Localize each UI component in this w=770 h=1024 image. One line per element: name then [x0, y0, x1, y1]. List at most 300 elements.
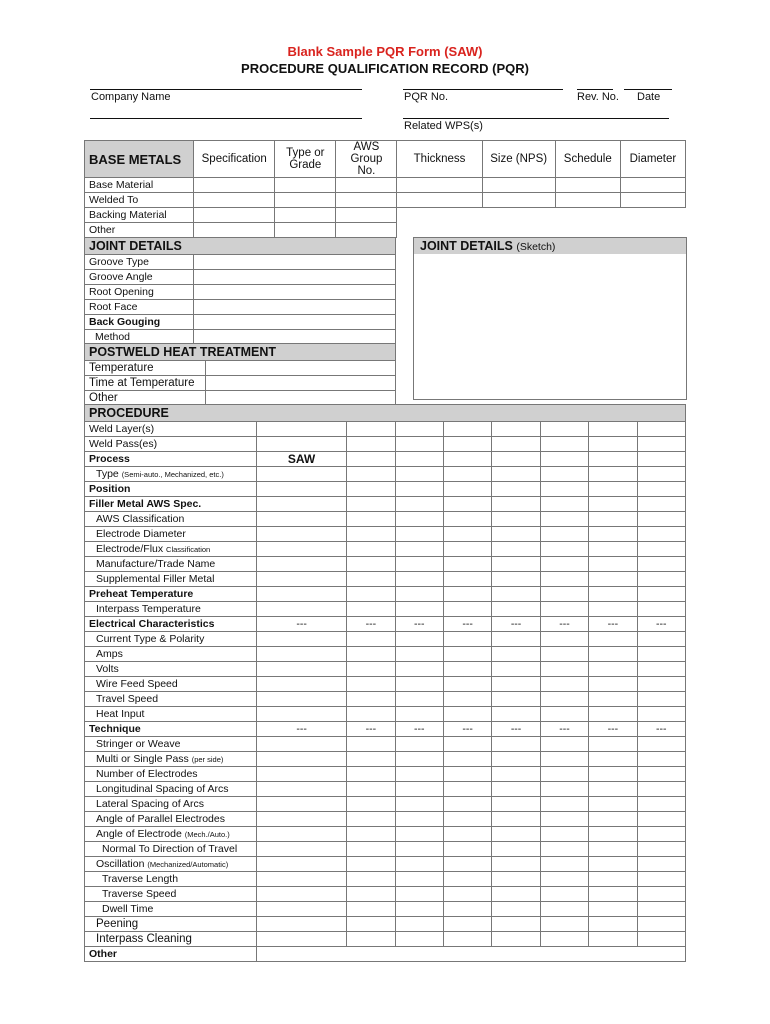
- table-cell[interactable]: [443, 842, 491, 857]
- table-cell[interactable]: [257, 467, 347, 482]
- table-cell[interactable]: [540, 842, 588, 857]
- table-cell[interactable]: [637, 437, 685, 452]
- table-cell[interactable]: [540, 482, 588, 497]
- table-cell[interactable]: [395, 557, 443, 572]
- table-cell[interactable]: [540, 557, 588, 572]
- table-cell[interactable]: [637, 497, 685, 512]
- table-cell[interactable]: [443, 467, 491, 482]
- table-cell[interactable]: [482, 193, 555, 208]
- table-cell[interactable]: [257, 497, 347, 512]
- table-cell[interactable]: [637, 647, 685, 662]
- table-cell[interactable]: [443, 512, 491, 527]
- table-cell[interactable]: [637, 827, 685, 842]
- table-cell[interactable]: [482, 178, 555, 193]
- table-cell[interactable]: [637, 932, 685, 947]
- table-cell[interactable]: [347, 707, 395, 722]
- table-cell[interactable]: [347, 467, 395, 482]
- table-cell[interactable]: [443, 902, 491, 917]
- table-cell[interactable]: [637, 422, 685, 437]
- table-cell[interactable]: [492, 557, 540, 572]
- table-cell[interactable]: [540, 512, 588, 527]
- table-cell[interactable]: [257, 752, 347, 767]
- table-cell[interactable]: [395, 662, 443, 677]
- table-cell[interactable]: [206, 361, 396, 376]
- table-cell[interactable]: [347, 917, 395, 932]
- table-cell[interactable]: [347, 932, 395, 947]
- table-cell[interactable]: [257, 707, 347, 722]
- table-cell[interactable]: [492, 857, 540, 872]
- table-cell[interactable]: [637, 482, 685, 497]
- table-cell[interactable]: [395, 782, 443, 797]
- table-cell[interactable]: [589, 707, 637, 722]
- table-cell[interactable]: [347, 452, 395, 467]
- table-cell[interactable]: [492, 482, 540, 497]
- table-cell[interactable]: [395, 527, 443, 542]
- table-cell[interactable]: [540, 632, 588, 647]
- table-cell[interactable]: [443, 437, 491, 452]
- table-cell[interactable]: [257, 587, 347, 602]
- pqr-no-line[interactable]: [403, 89, 563, 90]
- table-cell[interactable]: [395, 707, 443, 722]
- table-cell[interactable]: [257, 812, 347, 827]
- table-cell[interactable]: [257, 662, 347, 677]
- table-cell[interactable]: [589, 662, 637, 677]
- table-cell[interactable]: [589, 512, 637, 527]
- table-cell[interactable]: [395, 497, 443, 512]
- table-cell[interactable]: [443, 602, 491, 617]
- table-cell[interactable]: [589, 482, 637, 497]
- table-cell[interactable]: [492, 707, 540, 722]
- table-cell[interactable]: [492, 497, 540, 512]
- table-cell[interactable]: [589, 812, 637, 827]
- table-cell[interactable]: [347, 587, 395, 602]
- table-cell[interactable]: [492, 797, 540, 812]
- table-cell[interactable]: [347, 737, 395, 752]
- table-cell[interactable]: [443, 737, 491, 752]
- table-cell[interactable]: [637, 527, 685, 542]
- table-cell[interactable]: [443, 557, 491, 572]
- table-cell[interactable]: [589, 782, 637, 797]
- table-cell[interactable]: [540, 767, 588, 782]
- table-cell[interactable]: [336, 208, 397, 223]
- table-cell[interactable]: [194, 208, 275, 223]
- table-cell[interactable]: [492, 467, 540, 482]
- table-cell[interactable]: [347, 752, 395, 767]
- table-cell[interactable]: [492, 437, 540, 452]
- table-cell[interactable]: [443, 497, 491, 512]
- table-cell[interactable]: [589, 452, 637, 467]
- table-cell[interactable]: [589, 557, 637, 572]
- table-cell[interactable]: [443, 812, 491, 827]
- table-cell[interactable]: [589, 527, 637, 542]
- table-cell[interactable]: [347, 647, 395, 662]
- table-cell[interactable]: [540, 527, 588, 542]
- table-cell[interactable]: [492, 572, 540, 587]
- table-cell[interactable]: [257, 827, 347, 842]
- table-cell[interactable]: [443, 827, 491, 842]
- table-cell[interactable]: [637, 797, 685, 812]
- table-cell[interactable]: [589, 632, 637, 647]
- table-cell[interactable]: [443, 587, 491, 602]
- table-cell[interactable]: [637, 542, 685, 557]
- table-cell[interactable]: [540, 677, 588, 692]
- table-cell[interactable]: [492, 902, 540, 917]
- table-cell[interactable]: [443, 917, 491, 932]
- table-cell[interactable]: [637, 632, 685, 647]
- table-cell[interactable]: [492, 662, 540, 677]
- table-cell[interactable]: [540, 707, 588, 722]
- table-cell[interactable]: [443, 647, 491, 662]
- table-cell[interactable]: [194, 270, 396, 285]
- table-cell[interactable]: [257, 797, 347, 812]
- table-cell[interactable]: [395, 587, 443, 602]
- table-cell[interactable]: [257, 887, 347, 902]
- table-cell[interactable]: [589, 422, 637, 437]
- table-cell[interactable]: [540, 827, 588, 842]
- table-cell[interactable]: [443, 932, 491, 947]
- table-cell[interactable]: [347, 677, 395, 692]
- table-cell[interactable]: [492, 932, 540, 947]
- table-cell[interactable]: [194, 193, 275, 208]
- table-cell[interactable]: [443, 452, 491, 467]
- table-cell[interactable]: [257, 632, 347, 647]
- table-cell[interactable]: [637, 707, 685, 722]
- table-cell[interactable]: [395, 917, 443, 932]
- table-cell[interactable]: [257, 422, 347, 437]
- table-cell[interactable]: [492, 422, 540, 437]
- table-cell[interactable]: [395, 452, 443, 467]
- table-cell[interactable]: [492, 917, 540, 932]
- table-cell[interactable]: [347, 572, 395, 587]
- table-cell[interactable]: [492, 452, 540, 467]
- table-cell[interactable]: [395, 482, 443, 497]
- table-cell[interactable]: [492, 512, 540, 527]
- table-cell[interactable]: [443, 872, 491, 887]
- table-cell[interactable]: [395, 467, 443, 482]
- table-cell[interactable]: [395, 827, 443, 842]
- table-cell[interactable]: [275, 208, 336, 223]
- table-cell[interactable]: [443, 857, 491, 872]
- table-cell[interactable]: [443, 422, 491, 437]
- table-cell[interactable]: [395, 872, 443, 887]
- table-cell[interactable]: [540, 917, 588, 932]
- table-cell[interactable]: [540, 572, 588, 587]
- table-cell[interactable]: [492, 752, 540, 767]
- table-cell[interactable]: [492, 677, 540, 692]
- table-cell[interactable]: [347, 797, 395, 812]
- table-cell[interactable]: [395, 797, 443, 812]
- table-cell[interactable]: [620, 193, 685, 208]
- table-cell[interactable]: [347, 872, 395, 887]
- table-cell[interactable]: [589, 872, 637, 887]
- table-cell[interactable]: [589, 887, 637, 902]
- table-cell[interactable]: [395, 512, 443, 527]
- table-cell[interactable]: [589, 572, 637, 587]
- table-cell[interactable]: [257, 437, 347, 452]
- table-cell[interactable]: [589, 797, 637, 812]
- col-type-grade: Type or Grade: [275, 141, 336, 178]
- table-cell[interactable]: [257, 902, 347, 917]
- table-cell[interactable]: [443, 542, 491, 557]
- table-cell[interactable]: [540, 932, 588, 947]
- table-cell[interactable]: [257, 602, 347, 617]
- table-cell[interactable]: [589, 752, 637, 767]
- table-cell[interactable]: [492, 647, 540, 662]
- table-cell[interactable]: [395, 422, 443, 437]
- table-cell[interactable]: [257, 782, 347, 797]
- table-cell[interactable]: [589, 857, 637, 872]
- table-cell[interactable]: [347, 767, 395, 782]
- table-cell[interactable]: [637, 902, 685, 917]
- table-cell[interactable]: [257, 512, 347, 527]
- table-cell[interactable]: [637, 677, 685, 692]
- table-cell[interactable]: [492, 542, 540, 557]
- table-cell[interactable]: [395, 932, 443, 947]
- table-cell[interactable]: [395, 842, 443, 857]
- table-cell[interactable]: [540, 857, 588, 872]
- table-cell[interactable]: [395, 752, 443, 767]
- table-cell[interactable]: [347, 482, 395, 497]
- process-value[interactable]: SAW: [257, 452, 347, 467]
- table-cell[interactable]: [589, 692, 637, 707]
- table-cell[interactable]: [637, 572, 685, 587]
- table-cell[interactable]: [589, 842, 637, 857]
- table-cell[interactable]: [347, 542, 395, 557]
- table-cell[interactable]: [395, 632, 443, 647]
- table-cell[interactable]: [492, 872, 540, 887]
- table-cell[interactable]: [492, 767, 540, 782]
- table-cell[interactable]: [443, 767, 491, 782]
- table-cell[interactable]: [347, 782, 395, 797]
- table-cell[interactable]: [443, 797, 491, 812]
- table-cell[interactable]: [443, 572, 491, 587]
- table-cell[interactable]: [443, 632, 491, 647]
- table-cell[interactable]: [443, 482, 491, 497]
- table-cell[interactable]: [555, 193, 620, 208]
- table-cell[interactable]: [206, 376, 396, 391]
- table-cell[interactable]: [555, 178, 620, 193]
- table-cell[interactable]: [637, 662, 685, 677]
- table-cell[interactable]: [540, 422, 588, 437]
- table-cell[interactable]: [347, 527, 395, 542]
- table-cell[interactable]: [257, 572, 347, 587]
- table-cell[interactable]: [540, 452, 588, 467]
- table-cell[interactable]: [194, 285, 396, 300]
- sketch-box[interactable]: [413, 237, 687, 400]
- table-cell[interactable]: [275, 223, 336, 238]
- table-cell[interactable]: [275, 193, 336, 208]
- table-cell[interactable]: [540, 872, 588, 887]
- table-cell[interactable]: [395, 887, 443, 902]
- table-cell[interactable]: [395, 902, 443, 917]
- table-cell[interactable]: [336, 223, 397, 238]
- table-cell[interactable]: [443, 707, 491, 722]
- table-cell[interactable]: [492, 782, 540, 797]
- table-cell[interactable]: [257, 527, 347, 542]
- table-cell[interactable]: [540, 467, 588, 482]
- table-cell[interactable]: [540, 602, 588, 617]
- table-cell[interactable]: [194, 223, 275, 238]
- table-cell[interactable]: [347, 557, 395, 572]
- company-address-line[interactable]: [90, 118, 362, 119]
- table-cell[interactable]: [492, 602, 540, 617]
- table-cell[interactable]: [395, 572, 443, 587]
- table-cell[interactable]: [257, 857, 347, 872]
- table-cell[interactable]: [443, 782, 491, 797]
- table-cell[interactable]: [443, 887, 491, 902]
- table-cell[interactable]: [492, 692, 540, 707]
- table-cell[interactable]: [540, 902, 588, 917]
- related-wps-line[interactable]: [403, 118, 669, 119]
- table-cell[interactable]: [637, 587, 685, 602]
- table-cell[interactable]: [347, 857, 395, 872]
- table-cell[interactable]: [637, 692, 685, 707]
- table-cell[interactable]: [257, 947, 686, 962]
- table-cell[interactable]: [589, 467, 637, 482]
- table-cell[interactable]: [492, 527, 540, 542]
- table-cell[interactable]: [589, 932, 637, 947]
- table-cell[interactable]: [347, 692, 395, 707]
- table-cell[interactable]: [589, 902, 637, 917]
- table-cell[interactable]: [637, 602, 685, 617]
- table-cell[interactable]: [257, 482, 347, 497]
- table-cell[interactable]: [637, 767, 685, 782]
- table-cell[interactable]: [395, 812, 443, 827]
- table-cell[interactable]: [637, 782, 685, 797]
- table-cell[interactable]: [637, 917, 685, 932]
- table-cell[interactable]: [347, 662, 395, 677]
- table-cell[interactable]: [194, 300, 396, 315]
- table-cell[interactable]: [540, 737, 588, 752]
- table-cell[interactable]: [347, 602, 395, 617]
- table-cell[interactable]: [637, 737, 685, 752]
- table-cell[interactable]: [257, 692, 347, 707]
- table-cell[interactable]: [637, 467, 685, 482]
- table-cell[interactable]: [540, 542, 588, 557]
- table-cell[interactable]: [257, 557, 347, 572]
- table-cell[interactable]: [492, 842, 540, 857]
- table-cell[interactable]: [637, 557, 685, 572]
- table-cell[interactable]: [492, 812, 540, 827]
- table-cell[interactable]: [637, 887, 685, 902]
- table-cell[interactable]: [589, 677, 637, 692]
- table-cell[interactable]: [347, 422, 395, 437]
- table-cell[interactable]: [257, 917, 347, 932]
- table-cell[interactable]: [257, 932, 347, 947]
- table-cell[interactable]: [589, 602, 637, 617]
- table-cell[interactable]: [540, 647, 588, 662]
- table-cell[interactable]: [275, 178, 336, 193]
- table-cell[interactable]: [589, 587, 637, 602]
- table-cell[interactable]: [257, 677, 347, 692]
- table-cell[interactable]: [395, 437, 443, 452]
- table-cell[interactable]: [347, 887, 395, 902]
- table-cell[interactable]: [347, 497, 395, 512]
- table-cell[interactable]: [540, 587, 588, 602]
- table-cell[interactable]: [637, 857, 685, 872]
- table-cell[interactable]: [540, 752, 588, 767]
- table-cell[interactable]: [347, 512, 395, 527]
- table-cell[interactable]: [257, 767, 347, 782]
- table-cell[interactable]: [443, 752, 491, 767]
- table-cell[interactable]: [257, 842, 347, 857]
- table-cell[interactable]: [395, 677, 443, 692]
- table-cell[interactable]: [589, 737, 637, 752]
- table-cell[interactable]: [492, 587, 540, 602]
- table-cell[interactable]: [347, 632, 395, 647]
- table-cell[interactable]: [395, 737, 443, 752]
- table-cell[interactable]: [347, 812, 395, 827]
- table-cell[interactable]: [637, 512, 685, 527]
- table-cell[interactable]: [257, 737, 347, 752]
- table-cell[interactable]: [257, 542, 347, 557]
- table-cell[interactable]: [540, 662, 588, 677]
- table-cell[interactable]: [395, 602, 443, 617]
- table-cell[interactable]: [589, 647, 637, 662]
- table-cell[interactable]: [443, 692, 491, 707]
- table-cell[interactable]: [492, 827, 540, 842]
- table-cell[interactable]: [492, 737, 540, 752]
- table-cell[interactable]: [540, 692, 588, 707]
- table-cell[interactable]: [347, 842, 395, 857]
- table-cell[interactable]: [540, 437, 588, 452]
- table-cell[interactable]: [336, 193, 397, 208]
- table-cell[interactable]: [257, 647, 347, 662]
- table-cell[interactable]: [492, 632, 540, 647]
- table-cell[interactable]: [194, 255, 396, 270]
- table-cell[interactable]: [540, 887, 588, 902]
- table-cell[interactable]: [637, 452, 685, 467]
- table-cell[interactable]: [397, 178, 482, 193]
- table-cell[interactable]: [637, 842, 685, 857]
- table-cell[interactable]: [347, 902, 395, 917]
- table-cell[interactable]: [257, 872, 347, 887]
- table-cell[interactable]: [443, 662, 491, 677]
- table-cell[interactable]: [194, 178, 275, 193]
- table-cell[interactable]: [540, 812, 588, 827]
- table-cell[interactable]: [395, 647, 443, 662]
- table-cell[interactable]: [347, 827, 395, 842]
- date-line[interactable]: [624, 89, 672, 90]
- table-cell[interactable]: [492, 887, 540, 902]
- table-cell[interactable]: [589, 437, 637, 452]
- table-cell[interactable]: [397, 193, 482, 208]
- table-cell[interactable]: [540, 497, 588, 512]
- table-cell[interactable]: [589, 917, 637, 932]
- table-cell[interactable]: [347, 437, 395, 452]
- table-cell[interactable]: [395, 767, 443, 782]
- table-cell[interactable]: [637, 872, 685, 887]
- company-name-line[interactable]: [90, 89, 362, 90]
- rev-no-line[interactable]: [577, 89, 613, 90]
- table-cell[interactable]: [637, 752, 685, 767]
- table-cell[interactable]: [589, 497, 637, 512]
- table-cell[interactable]: [336, 178, 397, 193]
- table-cell[interactable]: [589, 767, 637, 782]
- table-cell[interactable]: [194, 315, 396, 330]
- table-cell[interactable]: [395, 542, 443, 557]
- table-cell[interactable]: [637, 812, 685, 827]
- table-cell[interactable]: [589, 827, 637, 842]
- table-cell[interactable]: [540, 797, 588, 812]
- table-cell[interactable]: [620, 178, 685, 193]
- table-cell[interactable]: [443, 527, 491, 542]
- table-cell[interactable]: [443, 677, 491, 692]
- table-cell[interactable]: [395, 692, 443, 707]
- table-cell[interactable]: [395, 857, 443, 872]
- table-cell[interactable]: [540, 782, 588, 797]
- table-cell[interactable]: [589, 542, 637, 557]
